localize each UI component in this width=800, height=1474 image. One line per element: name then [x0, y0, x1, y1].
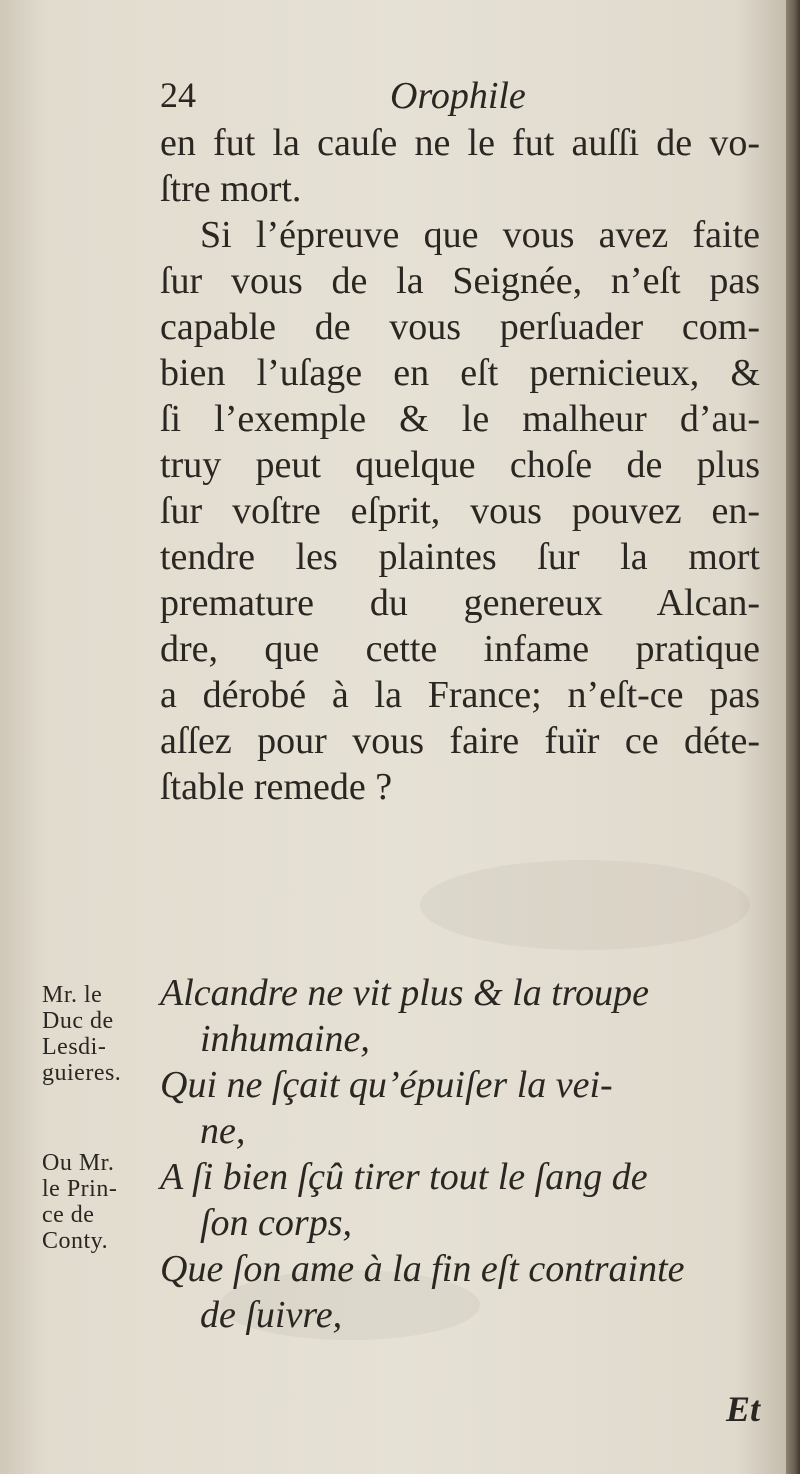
page-header — [160, 74, 760, 124]
verse-line: A ſi bien ſçû tirer tout le ſang de — [160, 1156, 648, 1198]
catchword: Et — [725, 1389, 760, 1429]
prose-line: aſſez pour vous faire fuïr ce déte- — [160, 720, 760, 762]
verse-line: de ſuivre, — [200, 1294, 343, 1336]
margin-note-line: Duc de — [42, 1008, 114, 1034]
page-number: 24 — [160, 75, 196, 115]
verse-line: inhumaine, — [200, 1018, 370, 1060]
prose-line: ſur vous de la Seignée, n’eſt pas — [160, 260, 760, 302]
prose-line: premature du genereux Alcan- — [160, 582, 760, 624]
prose-line: bien l’uſage en eſt pernicieux, & — [160, 352, 760, 394]
margin-note-conty — [42, 1150, 117, 1254]
prose-line: a dérobé à la France; n’eſt-ce pas — [160, 674, 760, 716]
verse-line: Que ſon ame à la fin eſt contrainte — [160, 1248, 685, 1290]
margin-note-lesdiguieres — [42, 982, 121, 1086]
prose-line: capable de vous perſuader com- — [160, 306, 760, 348]
prose-paragraph — [160, 120, 760, 810]
prose-line: tendre les plaintes ſur la mort — [160, 536, 760, 578]
running-title: Orophile — [390, 75, 526, 117]
prose-line: ſtre mort. — [160, 168, 302, 210]
book-gutter-edge — [786, 0, 800, 1474]
verse-line: ne, — [200, 1110, 246, 1152]
prose-line: truy peut quelque choſe de plus — [160, 444, 760, 486]
prose-line: dre, que cette infame pratique — [160, 628, 760, 670]
margin-note-line: Mr. le — [42, 982, 103, 1008]
prose-line: ſur voſtre eſprit, vous pouvez en- — [160, 490, 760, 532]
margin-note-line: ce de — [42, 1202, 95, 1228]
margin-note-line: guieres. — [42, 1060, 122, 1086]
margin-note-line: Ou Mr. — [42, 1150, 115, 1176]
prose-line: Si l’épreuve que vous avez faite — [200, 214, 760, 256]
verse-quotation — [160, 970, 760, 1338]
prose-line: ſi l’exemple & le malheur d’au- — [160, 398, 760, 440]
margin-note-line: Lesdi- — [42, 1034, 107, 1060]
verse-line: ſon corps, — [200, 1202, 352, 1244]
margin-note-line: Conty. — [42, 1228, 109, 1254]
verse-line: Qui ne ſçait qu’épuiſer la vei- — [160, 1064, 613, 1106]
show-through-smudge — [420, 860, 750, 950]
prose-line: ſtable remede ? — [160, 766, 393, 808]
margin-note-line: le Prin- — [42, 1176, 118, 1202]
prose-line: en fut la cauſe ne le fut auſſi de vo- — [160, 122, 760, 164]
verse-line: Alcandre ne vit plus & la troupe — [160, 972, 649, 1014]
